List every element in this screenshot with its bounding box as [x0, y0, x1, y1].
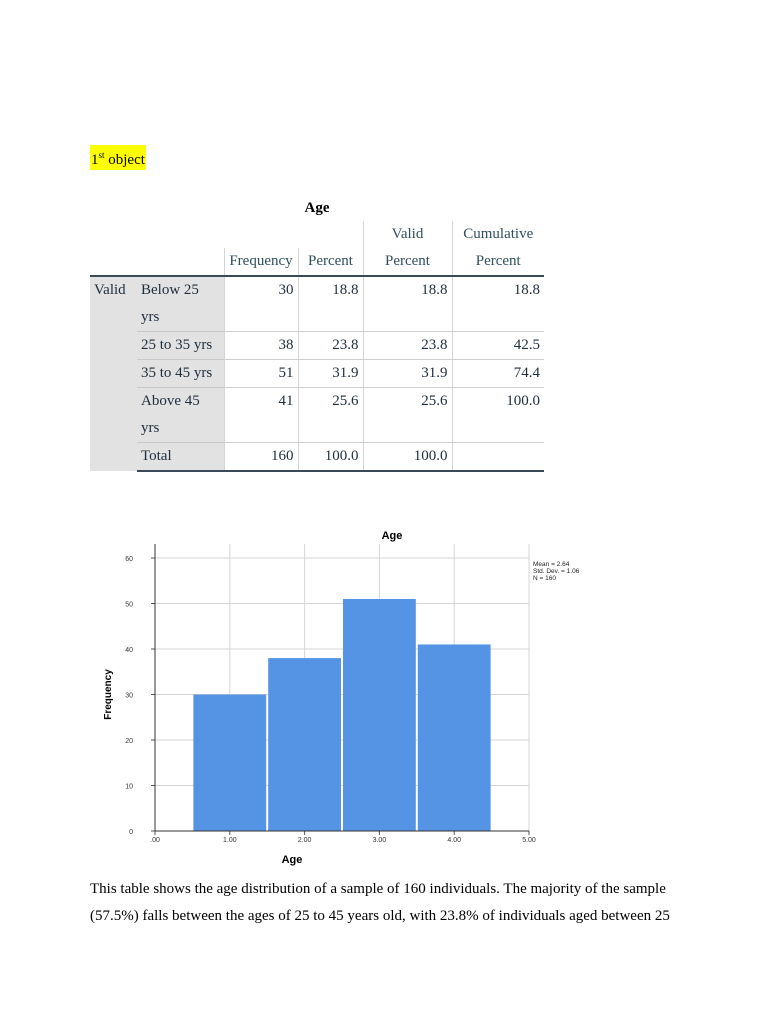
- cell-valid-percent: 31.9: [363, 360, 452, 388]
- row-label: Total: [137, 443, 224, 472]
- header-valid-percent-line1: Valid: [363, 221, 452, 248]
- y-tick-label: 60: [125, 556, 133, 563]
- cell-valid-percent: 23.8: [363, 332, 452, 360]
- cell-percent: 100.0: [298, 443, 363, 472]
- y-tick-label: 30: [125, 692, 133, 700]
- table-row: [90, 360, 544, 388]
- heading-text: object: [104, 152, 145, 168]
- x-tick-label: 4.00: [447, 837, 462, 844]
- row-label: Below 25 yrs: [137, 276, 224, 332]
- cell-frequency: 51: [224, 360, 298, 388]
- cell-cumulative: [452, 443, 544, 472]
- y-tick-label: 50: [125, 601, 133, 609]
- stats-label: Std. Dev. = 1.06: [533, 568, 580, 575]
- cell-valid-percent: 18.8: [363, 276, 452, 332]
- x-tick-label: 2.00: [297, 837, 312, 844]
- histogram-bar: [193, 695, 266, 832]
- cell-valid-percent: 100.0: [363, 443, 452, 472]
- cell-frequency: 38: [224, 332, 298, 360]
- x-tick-label: 3.00: [372, 837, 387, 844]
- cell-frequency: 30: [224, 276, 298, 332]
- cell-percent: 31.9: [298, 360, 363, 388]
- stats-label: Mean = 2.64: [533, 561, 570, 568]
- table-row-total: [90, 443, 544, 472]
- x-tick-label: .00: [150, 837, 160, 844]
- cell-frequency: 41: [224, 388, 298, 443]
- y-tick-label: 20: [125, 738, 133, 745]
- table-title: Age: [304, 200, 330, 216]
- header-cumulative-line2: Percent: [452, 248, 544, 276]
- section-heading: [90, 145, 146, 170]
- group-label: Valid: [90, 276, 137, 471]
- cell-percent: 23.8: [298, 332, 363, 360]
- body-paragraph: This table shows the age distribution of a sample of 160 individuals. The majority of the sample (57.5%) falls between the ages of 25 to 45 years old, with 23.8% of individuals aged between 25: [90, 881, 670, 924]
- y-tick-label: 0: [129, 829, 133, 836]
- cell-frequency: 160: [224, 443, 298, 472]
- heading-number: 1: [91, 152, 99, 168]
- cell-cumulative: 42.5: [452, 332, 544, 360]
- y-axis-label: Frequency: [103, 669, 114, 720]
- cell-percent: 18.8: [298, 276, 363, 332]
- row-label: Above 45 yrs: [137, 388, 224, 443]
- cell-cumulative: 74.4: [452, 360, 544, 388]
- heading-ordinal: st: [98, 150, 105, 160]
- stats-label: N = 160: [533, 575, 556, 582]
- header-cumulative-line1: Cumulative: [452, 221, 544, 248]
- header-percent: Percent: [298, 248, 363, 276]
- histogram-bar: [343, 599, 416, 831]
- x-tick-label: 5.00: [522, 837, 536, 844]
- table-header-row-2: [90, 248, 544, 276]
- frequency-table: [90, 221, 544, 472]
- cell-valid-percent: 25.6: [363, 388, 452, 443]
- histogram-bar: [268, 658, 341, 831]
- header-valid-percent-line2: Percent: [363, 248, 452, 276]
- x-axis-label: Age: [281, 854, 303, 866]
- chart-title: Age: [381, 530, 403, 542]
- row-label: 25 to 35 yrs: [137, 332, 224, 360]
- cell-cumulative: 18.8: [452, 276, 544, 332]
- table-header-row-1: [90, 221, 544, 248]
- x-tick-label: 1.00: [222, 837, 237, 844]
- age-histogram: [95, 520, 605, 870]
- cell-cumulative: 100.0: [452, 388, 544, 443]
- table-row: [90, 276, 544, 332]
- cell-percent: 25.6: [298, 388, 363, 443]
- y-tick-label: 10: [125, 783, 133, 791]
- table-row: [90, 388, 544, 443]
- y-tick-label: 40: [125, 647, 133, 654]
- row-label: 35 to 45 yrs: [137, 360, 224, 388]
- header-frequency: Frequency: [224, 248, 298, 276]
- histogram-bar: [418, 644, 491, 831]
- table-row: [90, 332, 544, 360]
